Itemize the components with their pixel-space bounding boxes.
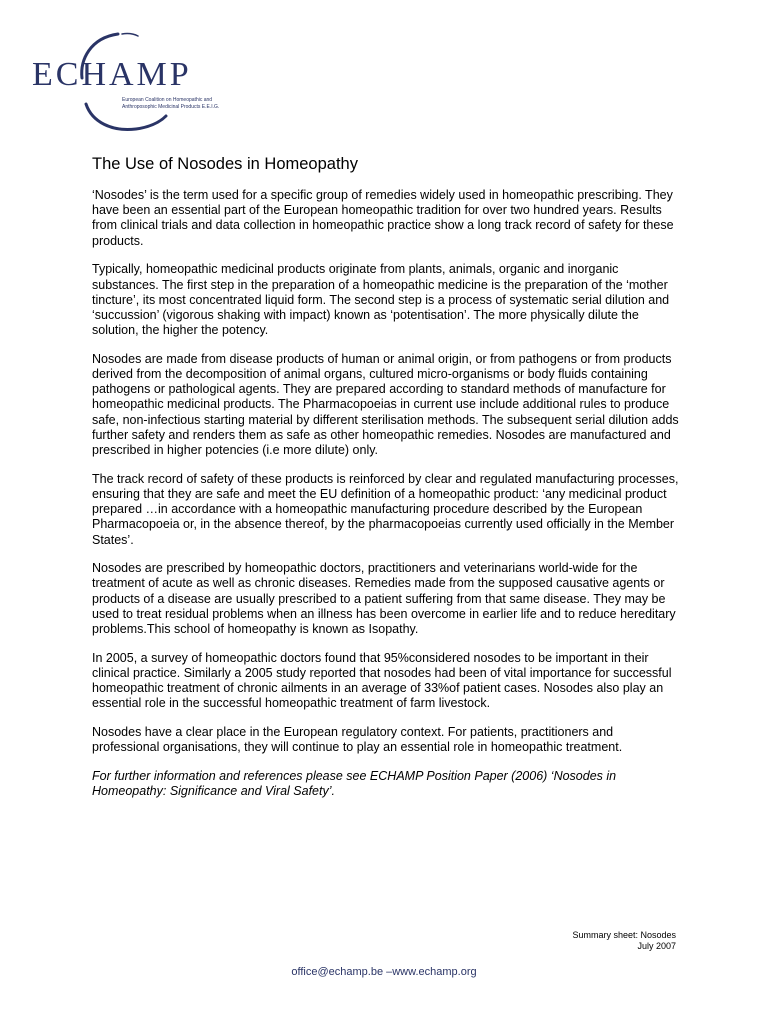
summary-sheet-info [572,930,676,952]
closing-note: For further information and references please see ECHAMP Position Paper (2006) ‘Nosodes in Homeopathy: Significance and Viral Safety’. [92,769,617,799]
document-body [92,154,682,813]
logo-subtitle-line2: Anthroposophic Medicinal Products E.E.I.G. [122,104,220,110]
document-title: The Use of Nosodes in Homeopathy [92,155,358,173]
summary-sheet-label: Summary sheet: Nosodes [572,930,676,940]
logo-subtitle-line1: European Coalition on Homeopathic and [122,97,213,103]
footer-contact[interactable]: office@echamp.be –www.echamp.org [291,966,477,978]
paragraph-safety-record: The track record of safety of these products is reinforced by clear and regulated manufacturing processes, ensuring that they are safe and meet the EU definition of a homeopathic product: ‘any medicinal product prepared …in accordance with a homeopathic manufacturing procedure described by the European Pharmacopoeia or, in the absence thereof, by the pharmacopoeias currently used officially in the Member States’. [92,471,679,547]
paragraph-survey: In 2005, a survey of homeopathic doctors found that 95%considered nosodes to be important in their clinical practice. Similarly a 2005 study reported that nosodes had been of vital importance for successful homeopathic treatment of chronic ailments in an average of 33%of patient cases. Nosodes also play an essential role in the successful homeopathic treatment of farm livestock. [92,650,672,711]
paragraph-prescribing: Nosodes are prescribed by homeopathic doctors, practitioners and veterinarians world-wide for the treatment of acute as well as chronic diseases. Remedies made from the supposed causative agents or products of a disease are usually prescribed to a patient suffering from that same disease. They may be used to treat residual problems when an illness has been overcome in earlier life and to reduce hereditary problems.This school of homeopathy is known as Isopathy. [92,561,676,637]
paragraph-preparation: Typically, homeopathic medicinal products originate from plants, animals, organic and inorganic substances. The first step in the preparation of a homeopathic medicine is the preparation of the ‘mother tincture’, its most concentrated liquid form. The second step is a process of systematic serial dilution and ‘succussion’ (vigorous shaking with impact) known as ‘potentisation’. The more physically dilute the solution, the higher the potency. [92,262,670,338]
summary-date: July 2007 [637,941,676,951]
logo-subtitle [122,97,232,111]
paragraph-intro: ‘Nosodes’ is the term used for a specific group of remedies widely used in homeopathic prescribing. They have been an essential part of the European homeopathic tradition for over two hundred years. Results from clinical trials and data collection in homeopathic practice show a long track record of safety for these products. [92,188,674,248]
paragraph-regulatory: Nosodes have a clear place in the European regulatory context. For patients, practitioners and professional organisations, they will continue to play an essential role in homeopathic treatment. [92,725,623,755]
echamp-logo [28,30,228,134]
logo-wordmark: ECHAMP [32,56,192,93]
paragraph-nosode-origin: Nosodes are made from disease products of human or animal origin, or from pathogens or from products derived from the decomposition of animal organs, cultured micro-organisms or body fluids containing pathogens or pathological agents. They are prepared according to standard methods of manufacture for homeopathic medicinal products. The Pharmacopoeias in current use include additional rules to produce safe, non-infectious starting material by different sterilisation methods. The subsequent serial dilution adds further safety and renders them as safe as other homeopathic remedies. Nosodes are manufactured and prescribed in higher potencies (i.e more dilute) only. [92,351,679,458]
